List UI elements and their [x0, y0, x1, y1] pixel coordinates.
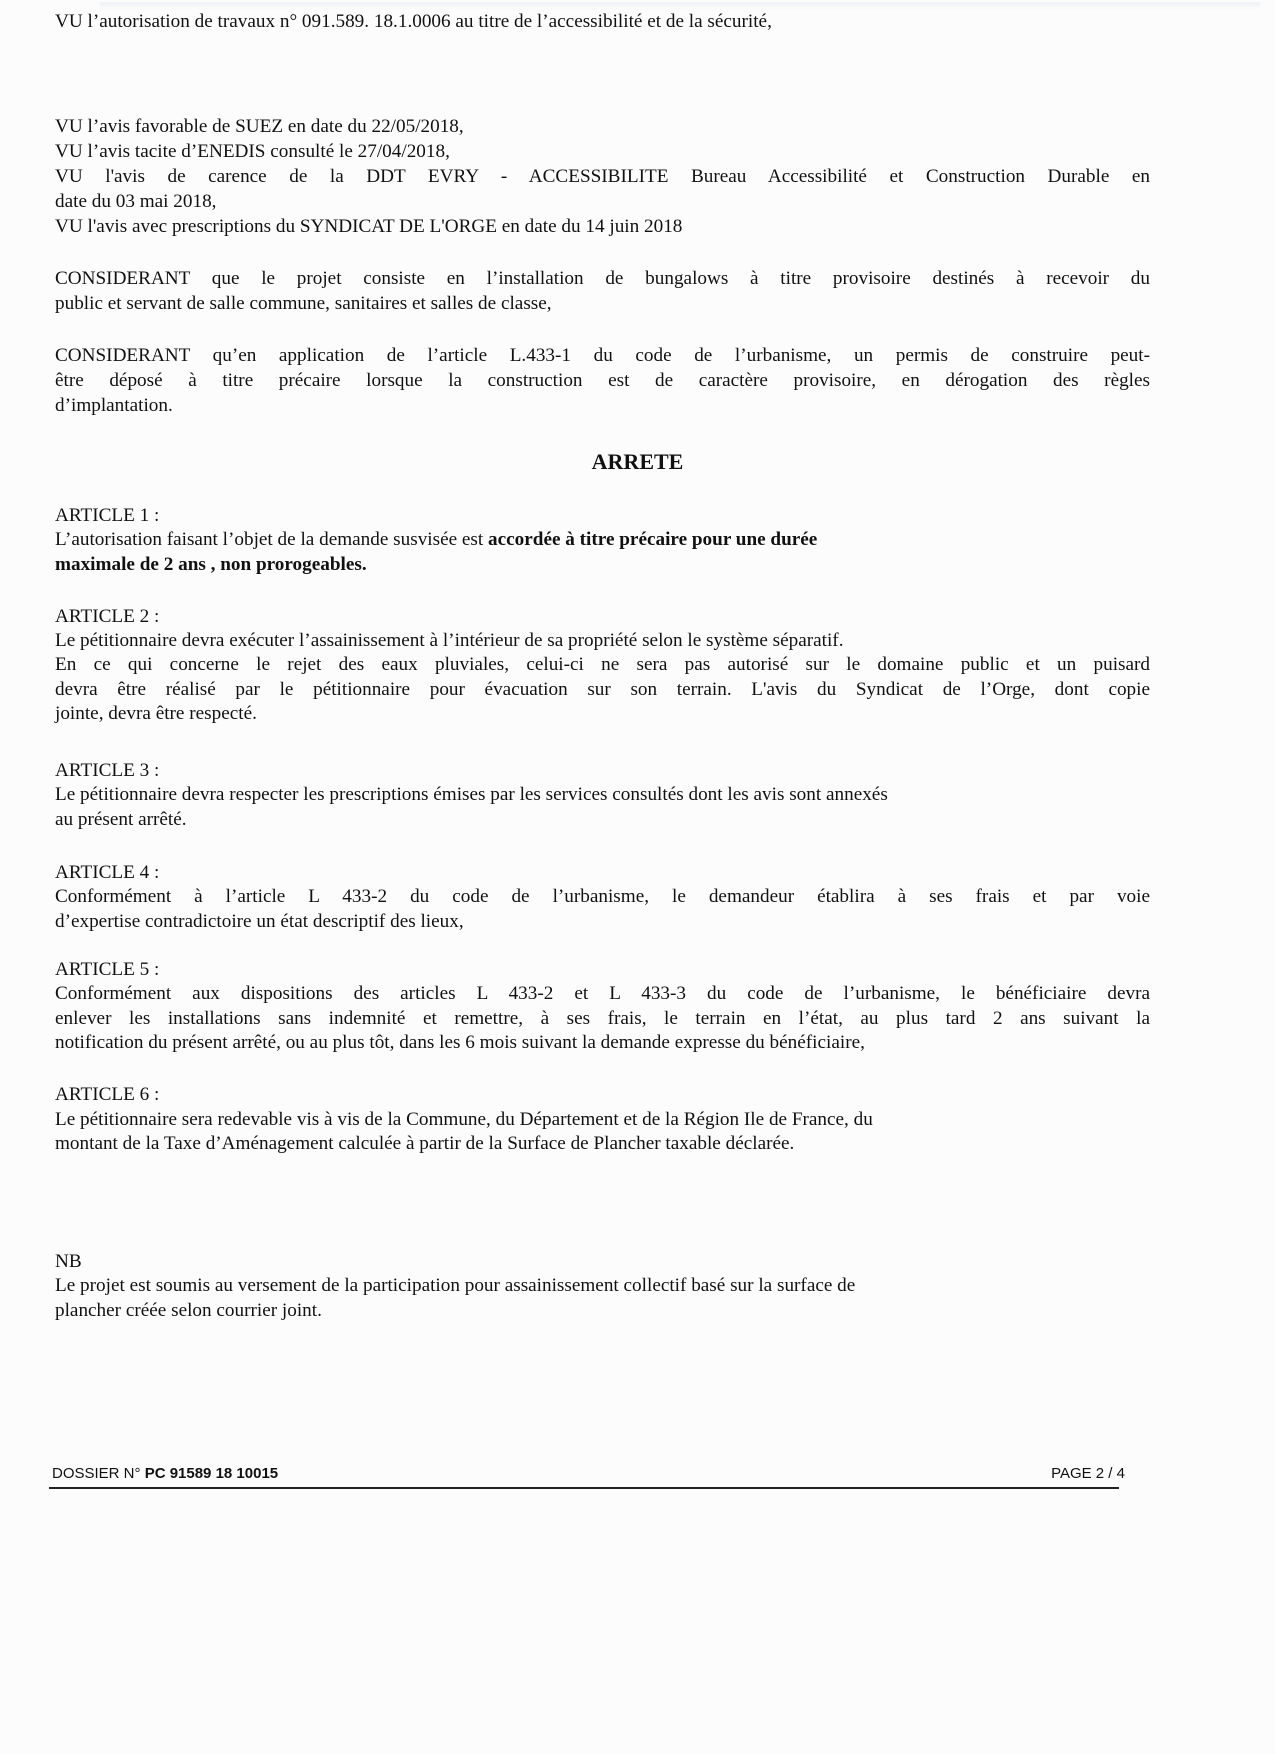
- nb-heading: NB: [55, 1251, 82, 1272]
- visa-line: date du 03 mai 2018,: [55, 191, 217, 212]
- article-heading: ARTICLE 3 :: [55, 760, 160, 781]
- considerant-line: public et servant de salle commune, sanitaires et salles de classe,: [55, 293, 552, 314]
- considerant-line: CONSIDERANT que le projet consiste en l’installation de bungalows à titre provisoire destinés à recevoir du: [55, 268, 1150, 289]
- article-heading: ARTICLE 1 :: [55, 505, 160, 526]
- considerant-line: d’implantation.: [55, 395, 173, 416]
- considerant-line: être déposé à titre précaire lorsque la construction est de caractère provisoire, en dérogation des règles: [55, 370, 1150, 391]
- visa-line: VU l'avis avec prescriptions du SYNDICAT DE L'ORGE en date du 14 juin 2018: [55, 216, 683, 237]
- nb-line: plancher créée selon courrier joint.: [55, 1300, 322, 1321]
- article-heading: ARTICLE 2 :: [55, 606, 160, 627]
- article-line: Le pétitionnaire devra exécuter l’assainissement à l’intérieur de sa propriété selon le système séparatif.: [55, 630, 844, 651]
- visa-line: VU l’avis tacite d’ENEDIS consulté le 27/04/2018,: [55, 141, 450, 162]
- article-line: devra être réalisé par le pétitionnaire pour évacuation sur son terrain. L'avis du Syndicat de l’Orge, dont copie: [55, 679, 1150, 700]
- article-line: au présent arrêté.: [55, 809, 187, 830]
- article-line: Conformément aux dispositions des articles L 433-2 et L 433-3 du code de l’urbanisme, le bénéficiaire devra: [55, 983, 1150, 1004]
- page-number: PAGE 2 / 4: [1051, 1465, 1125, 1482]
- article-text-bold: maximale de 2 ans , non prorogeables.: [55, 554, 367, 575]
- article-heading: ARTICLE 5 :: [55, 959, 160, 980]
- decision-title: ARRETE: [591, 449, 684, 474]
- article-line: Le pétitionnaire sera redevable vis à vis de la Commune, du Département et de la Région Ile de France, du: [55, 1109, 873, 1130]
- scan-bleed-through: [100, 2, 1260, 10]
- dossier-label: DOSSIER N°: [52, 1465, 145, 1482]
- footer-divider: [49, 1487, 1119, 1489]
- article-line: [55, 528, 817, 552]
- article-text-bold: accordée à titre précaire pour une durée: [488, 529, 818, 550]
- article-text: L’autorisation faisant l’objet de la demande susvisée est: [55, 529, 489, 550]
- article-line: montant de la Taxe d’Aménagement calculée à partir de la Surface de Plancher taxable déclarée.: [55, 1133, 795, 1154]
- considerant-line: CONSIDERANT qu’en application de l’article L.433-1 du code de l’urbanisme, un permis de construire peut-: [55, 345, 1150, 366]
- article-line: jointe, devra être respecté.: [55, 703, 257, 724]
- article-line: enlever les installations sans indemnité et remettre, à ses frais, le terrain en l’état, au plus tard 2 ans suivant la: [55, 1008, 1150, 1029]
- article-line: En ce qui concerne le rejet des eaux pluviales, celui-ci ne sera pas autorisé sur le domaine public et un puisard: [55, 654, 1150, 675]
- article-line: notification du présent arrêté, ou au plus tôt, dans les 6 mois suivant la demande expresse du bénéficiaire,: [55, 1032, 865, 1053]
- article-line: Le pétitionnaire devra respecter les prescriptions émises par les services consultés dont les avis sont annexés: [55, 784, 888, 805]
- dossier-number: PC 91589 18 10015: [144, 1465, 279, 1482]
- article-heading: ARTICLE 4 :: [55, 862, 160, 883]
- visa-line: VU l’avis favorable de SUEZ en date du 22/05/2018,: [55, 116, 464, 137]
- visa-line: VU l'avis de carence de la DDT EVRY - ACCESSIBILITE Bureau Accessibilité et Construction Durable en: [55, 166, 1150, 187]
- article-line: Conformément à l’article L 433-2 du code de l’urbanisme, le demandeur établira à ses frais et par voie: [55, 886, 1150, 907]
- nb-line: Le projet est soumis au versement de la participation pour assainissement collectif basé sur la surface de: [55, 1275, 856, 1296]
- visa-line: VU l’autorisation de travaux n° 091.589. 18.1.0006 au titre de l’accessibilité et de la sécurité,: [55, 11, 772, 32]
- page-footer: [52, 1465, 1125, 1483]
- article-line: [55, 553, 367, 577]
- article-line: d’expertise contradictoire un état descriptif des lieux,: [55, 911, 464, 932]
- article-heading: ARTICLE 6 :: [55, 1084, 160, 1105]
